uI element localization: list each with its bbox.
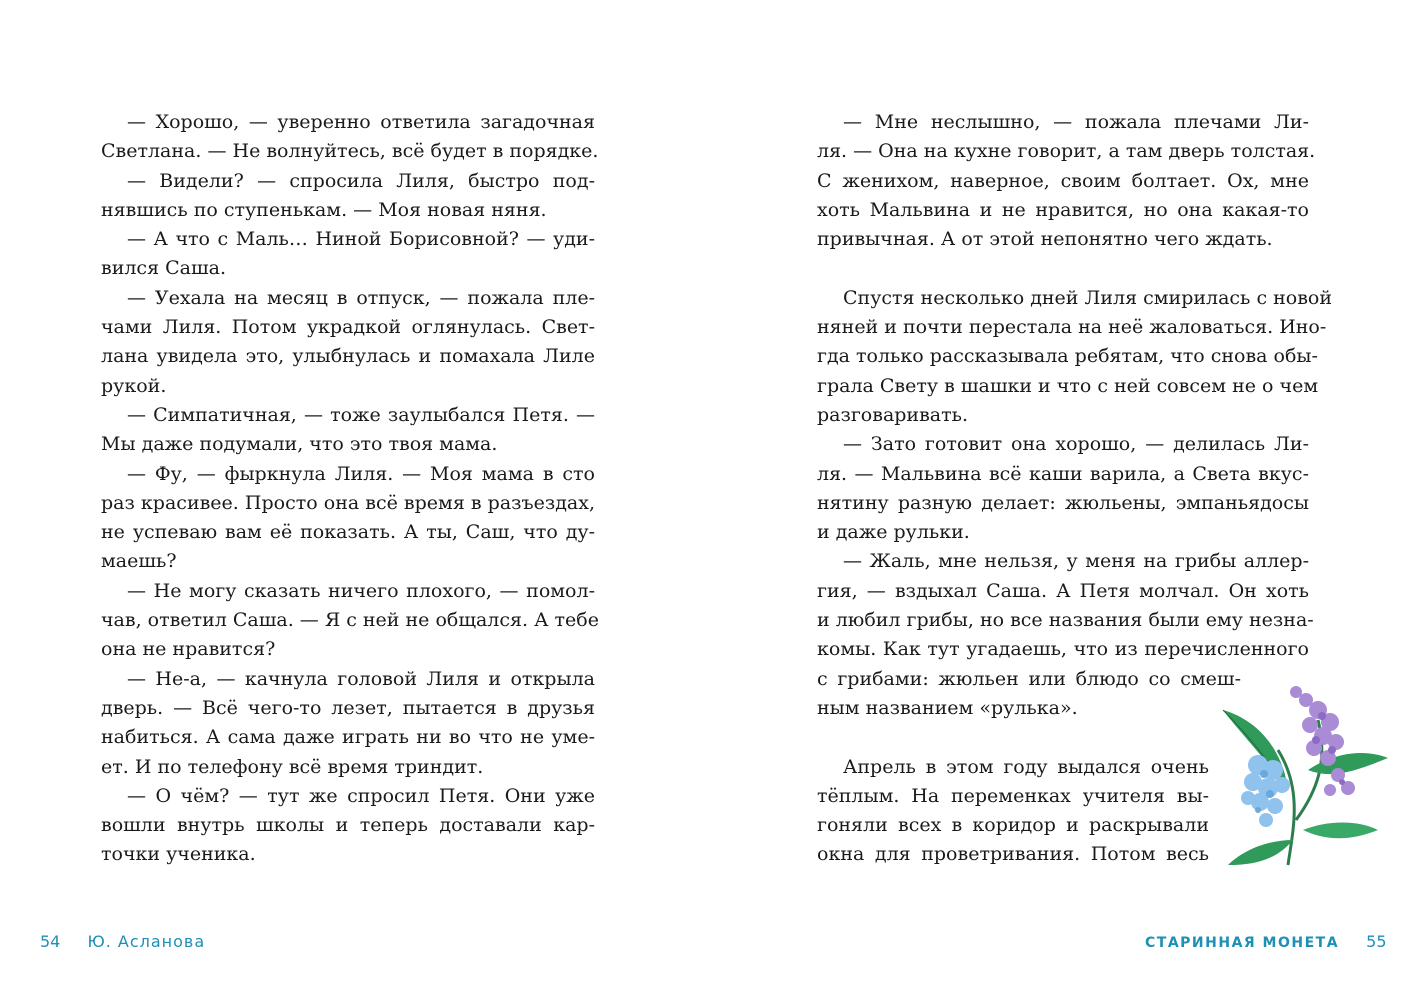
- text-line: — Уехала на месяц в отпуск, — пожала пле-: [127, 286, 595, 309]
- right-footer: [1145, 932, 1387, 951]
- text-line: гоняли всех в коридор и раскрывали: [817, 814, 1209, 837]
- text-line: чав, ответил Саша. — Я с ней не общался. А тебе: [101, 609, 599, 632]
- text-line: тёплым. На переменках учителя вы-: [817, 784, 1209, 807]
- text-line: маешь?: [101, 550, 177, 573]
- text-line: дверь. — Всё чего-то лезет, пытается в друзья: [101, 696, 595, 719]
- text-line: разговаривать.: [817, 403, 969, 426]
- author-name: Ю. Асланова: [87, 932, 206, 951]
- text-line: набиться. А сама даже играть ни во что не уме-: [101, 726, 595, 749]
- lilac-flower-illustration: [1218, 670, 1393, 870]
- text-line: гия, — вздыхал Саша. А Петя молчал. Он хоть: [817, 579, 1309, 602]
- text-line: ля. — Она на кухне говорит, а там дверь толстая.: [817, 140, 1316, 163]
- text-line: — Зато готовит она хорошо, — делилась Ли-: [843, 433, 1309, 456]
- text-line: не успеваю вам её показать. А ты, Саш, что ду-: [101, 521, 595, 544]
- text-line: няней и почти перестала на неё жаловаться. Ино-: [817, 316, 1327, 339]
- text-line: рукой.: [101, 374, 167, 397]
- text-line: окна для проветривания. Потом весь: [817, 843, 1209, 866]
- text-line: — Хорошо, — уверенно ответила загадочная: [127, 111, 595, 133]
- text-line: с грибами: жюльен или блюдо со смеш-: [817, 667, 1241, 690]
- text-line: — Симпатичная, — тоже заулыбался Петя. —: [127, 403, 595, 426]
- text-line: нятину разную делает: жюльены, эмпаньядосы: [817, 491, 1309, 514]
- text-line: привычная. А от этой непонятно чего ждать.: [817, 228, 1273, 251]
- text-line: точки ученика.: [101, 843, 256, 866]
- text-line: вился Саша.: [101, 257, 226, 280]
- text-line: хоть Мальвина и не нравится, но она какая-то: [817, 198, 1309, 221]
- text-line: — А что с Маль… Ниной Борисовной? — уди-: [127, 228, 595, 251]
- text-line: [817, 254, 1309, 283]
- text-line: и любил грибы, но все названия были ему незна-: [817, 609, 1314, 632]
- text-line: — Не-а, — качнула головой Лиля и открыла: [127, 667, 595, 690]
- page-number-right: 55: [1366, 932, 1387, 951]
- text-line: Апрель в этом году выдался очень: [843, 755, 1209, 778]
- text-line: Светлана. — Не волнуйтесь, всё будет в порядке.: [101, 140, 599, 163]
- text-line: — Мне неслышно, — пожала плечами Ли-: [843, 111, 1309, 133]
- text-line: она не нравится?: [101, 638, 276, 661]
- text-line: грала Свету в шашки и что с ней совсем не о чем: [817, 374, 1319, 397]
- text-line: С женихом, наверное, своим болтает. Ох, мне: [817, 169, 1309, 192]
- text-line: — Жаль, мне нельзя, у меня на грибы аллер-: [843, 550, 1309, 573]
- left-footer: [40, 932, 205, 951]
- text-line: и даже рульки.: [817, 521, 970, 544]
- text-line: лана увидела это, улыбнулась и помахала Лиле: [101, 345, 595, 368]
- right-page: [705, 0, 1410, 1007]
- text-line: раз красивее. Просто она всё время в разъездах,: [101, 491, 595, 514]
- text-line: — О чём? — тут же спросил Петя. Они уже: [127, 784, 595, 807]
- page-number-left: 54: [40, 932, 61, 951]
- text-line: вошли внутрь школы и теперь доставали кар-: [101, 814, 595, 837]
- text-line: Мы даже подумали, что это твоя мама.: [101, 433, 498, 456]
- text-line: — Не могу сказать ничего плохого, — помол-: [127, 579, 595, 602]
- text-line: чами Лиля. Потом украдкой оглянулась. Свет-: [101, 316, 595, 339]
- text-line: Спустя несколько дней Лиля смирилась с новой: [843, 286, 1333, 309]
- text-line: ет. И по телефону всё время триндит.: [101, 755, 484, 778]
- text-line: комы. Как тут угадаешь, что из перечисленного: [817, 638, 1309, 661]
- text-line: гда только рассказывала ребятам, что снова обы-: [817, 345, 1318, 368]
- running-title: СТАРИННАЯ МОНЕТА: [1145, 935, 1340, 951]
- text-line: — Видели? — спросила Лиля, быстро под-: [127, 169, 595, 192]
- text-line: ля. — Мальвина всё каши варила, а Света вкус-: [817, 462, 1309, 485]
- text-line: нявшись по ступенькам. — Моя новая няня.: [101, 198, 547, 221]
- left-text-column: [101, 108, 599, 870]
- text-line: ным названием «рулька».: [817, 696, 1078, 719]
- text-line: — Фу, — фыркнула Лиля. — Моя мама в сто: [127, 462, 595, 485]
